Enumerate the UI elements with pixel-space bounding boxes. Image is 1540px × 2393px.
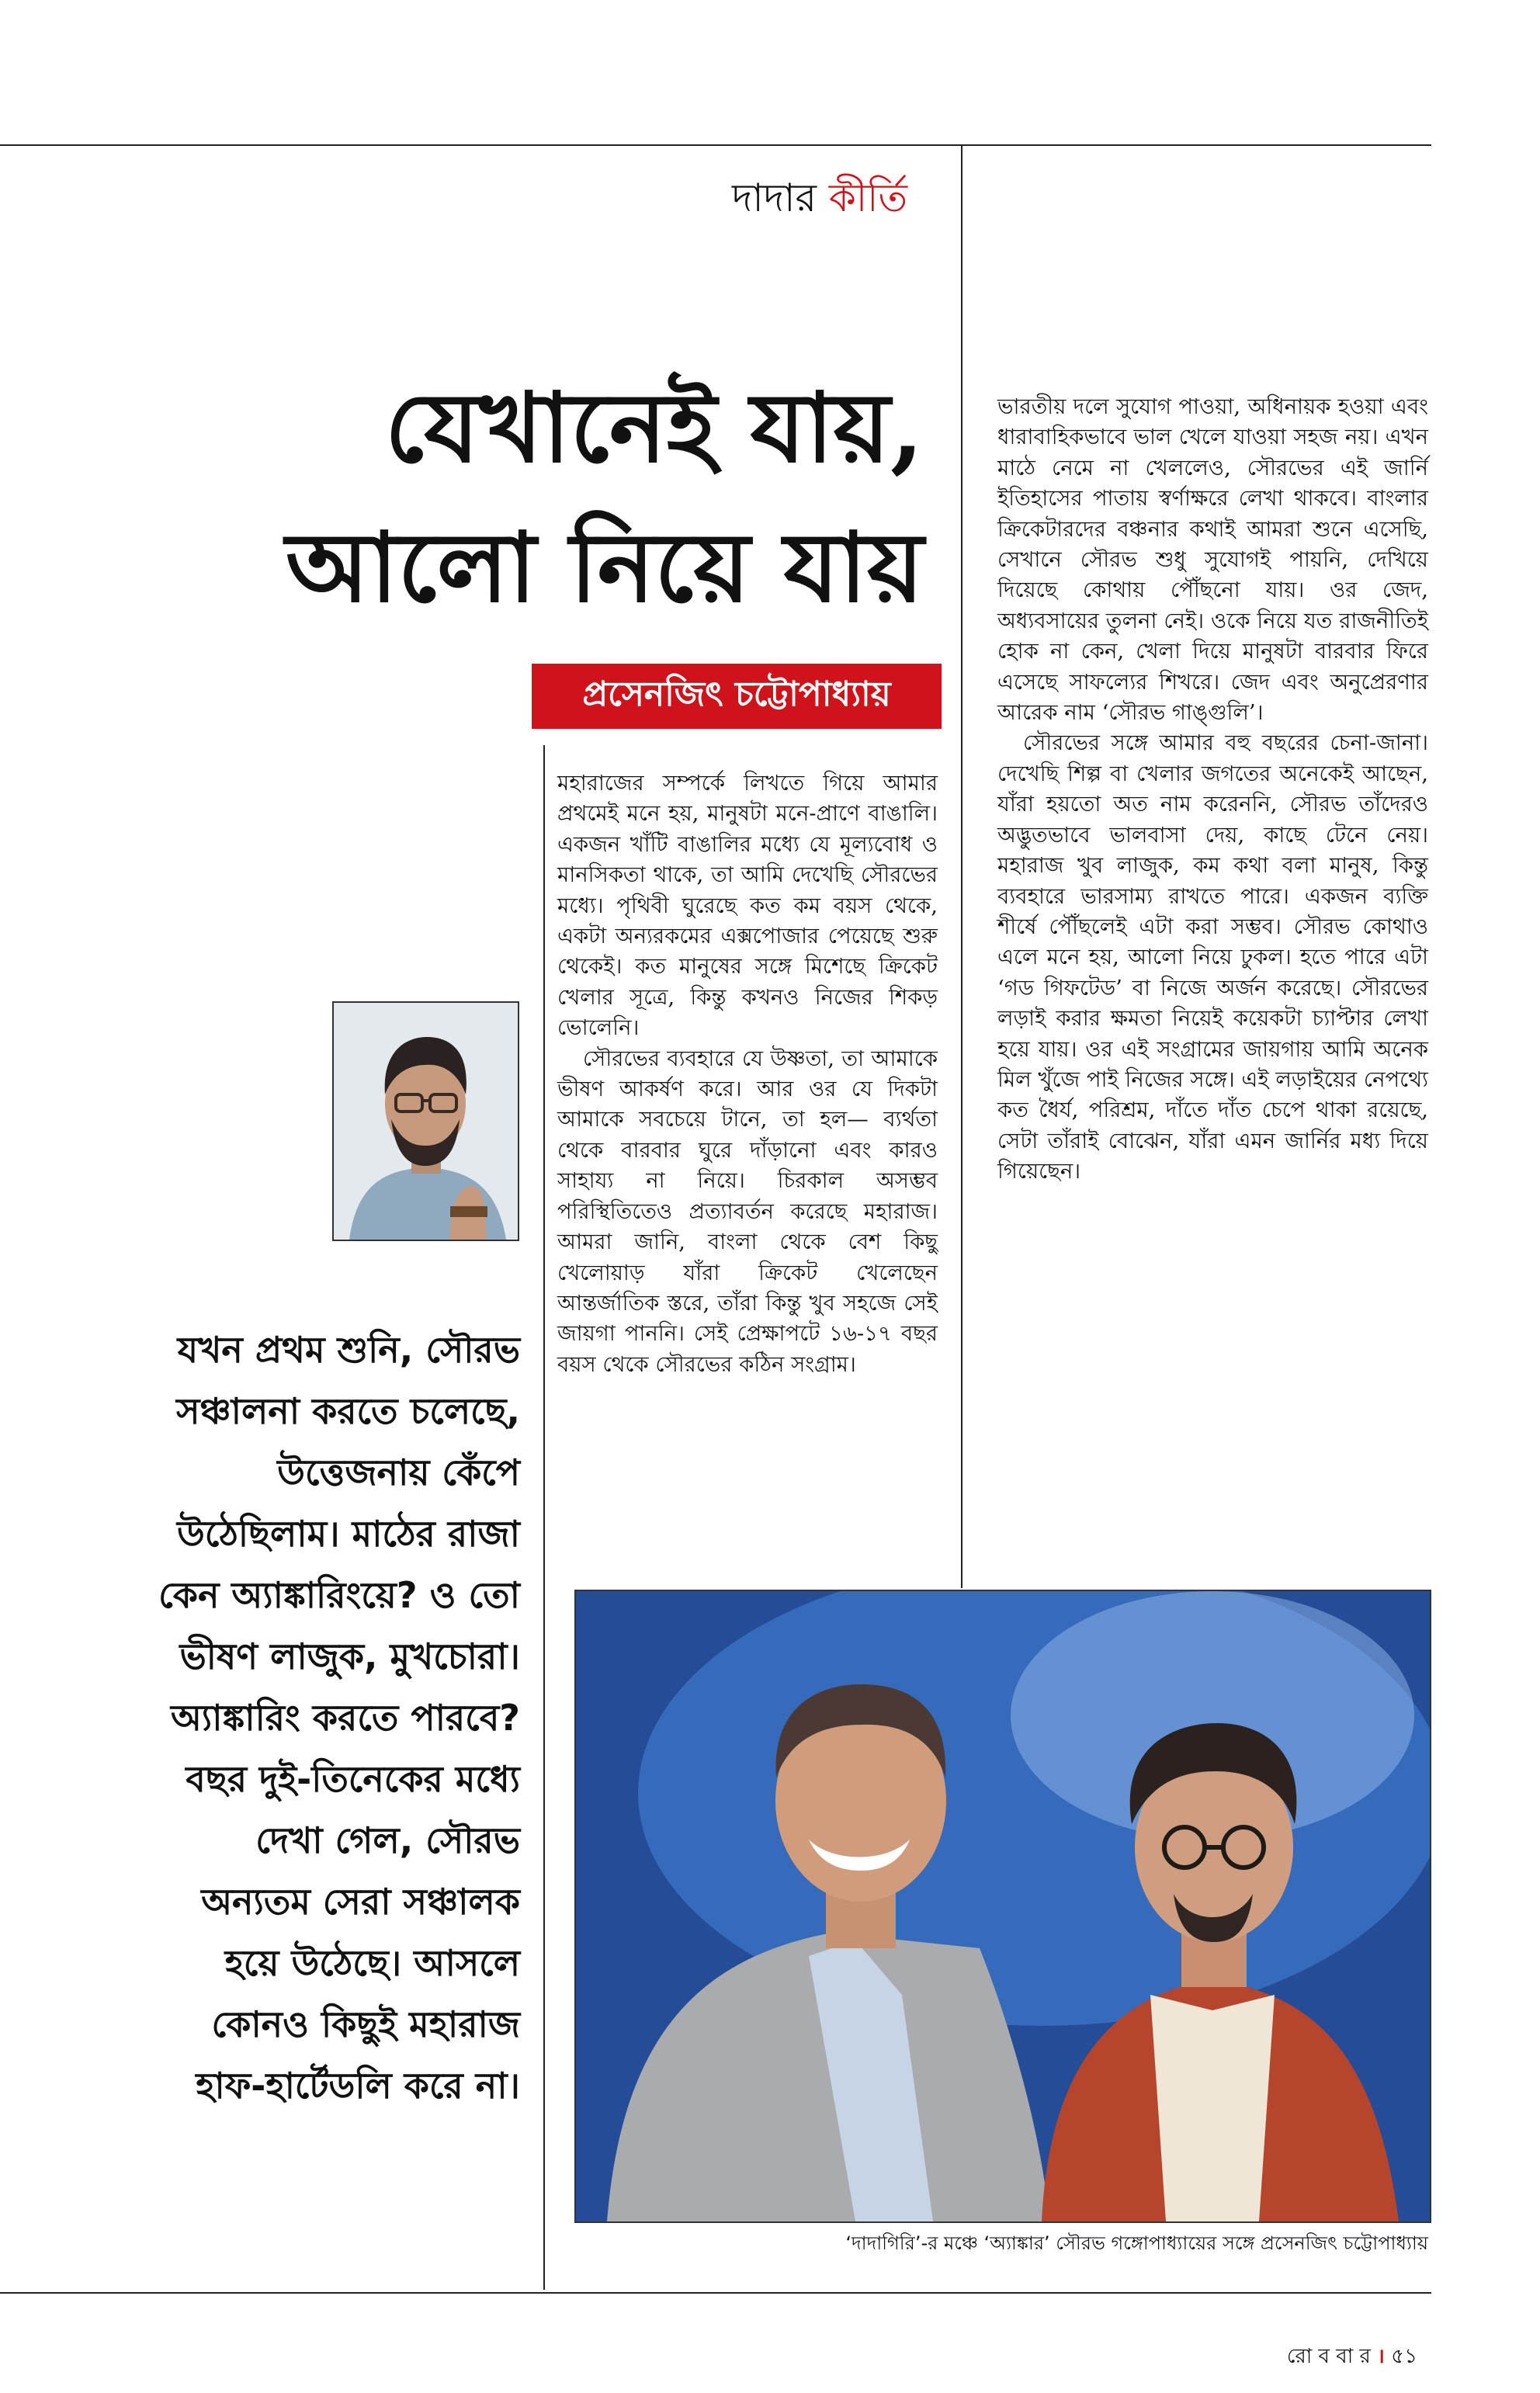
pull-quote-line: হাফ-হার্টেডলি করে না। [196, 2065, 520, 2107]
paragraph: মহারাজের সম্পর্কে লিখতে গিয়ে আমার প্রথমেই মনে হয়, মানুষটা মনে-প্রাণে বাঙালি। একজন খাঁটি বাঙালির মধ্যে যে মূল্যবোধ ও মানসিকতা থাকে, তা আমি দেখেছি সৌরভের মধ্যে। পৃথিবী ঘুরেছে কত কম বয়স থেকে, একটা অন্যরকমের এক্সপোজার পেয়েছে শুরু থেকেই। কত মানুষের সঙ্গে মিশেছে ক্রিকেট খেলার সূত্রে, কিন্তু কখনও নিজের শিকড় ভোলেনি। [557, 771, 938, 1041]
pull-quote-line: অ্যাঙ্কারিং করতে পারবে? [170, 1697, 520, 1739]
headline-line-1: যেখানেই যায়, [384, 372, 924, 484]
article-column-middle [557, 768, 938, 1380]
paragraph: সৌরভের সঙ্গে আমার বহু বছরের চেনা-জানা। দেখেছি শিল্প বা খেলার জগতের অনেকেই আছেন, যাঁরা হয়তো অত নাম করেননি, সৌরভ তাঁদেরও অদ্ভুতভাবে ভালবাসা দেয়, কাছে টেনে নেয়। মহারাজ খুব লাজুক, কম কথা বলা মানুষ, কিন্তু ব্যবহারে ভারসাম্য রাখতে পারে। একজন ব্যক্তি শীর্ষে পৌঁছলেই এটা করা সম্ভব। সৌরভ কোথাও এলে মনে হয়, আলো নিয়ে ঢুকল। হতে পারে এটা ‘গড গিফটেড’ বা নিজে অর্জন করেছে। সৌরভের লড়াই করার ক্ষমতা নিয়েই কয়েকটা চ্যাপ্টার লেখা হয়ে যায়। ওর এই সংগ্রামের জায়গায় আমি অনেক মিল খুঁজে পাই নিজের সঙ্গে। এই লড়াইয়ের নেপথ্যে কত ধৈর্য, পরিশ্রম, দাঁতে দাঁত চেপে থাকা রয়েছে, সেটা তাঁরাই বোঝেন, যাঁরা এমন জার্নির মধ্য দিয়ে গিয়েছেন। [997, 730, 1428, 1184]
main-photo [574, 1590, 1431, 2223]
pull-quote-line: উত্তেজনায় কেঁপে [277, 1451, 520, 1493]
section-label [732, 169, 907, 234]
main-photo-image [576, 1591, 1430, 2221]
photo-caption: ‘দাদাগিরি’-র মঞ্চে ‘অ্যাঙ্কার’ সৌরভ গঙ্গোপাধ্যায়ের সঙ্গে প্রসেনজিৎ চট্টোপাধ্যায় [845, 2232, 1428, 2254]
pull-quote-line: কেন অ্যাঙ্কারিংয়ে? ও তো [158, 1574, 520, 1616]
headline [132, 359, 924, 638]
pull-quote-line: অন্যতম সেরা সঞ্চালক [201, 1881, 520, 1923]
left-vertical-rule [543, 745, 545, 2290]
paragraph: সৌরভের ব্যবহারে যে উষ্ণতা, তা আমাকে ভীষণ আকর্ষণ করে। আর ওর যে দিকটা আমাকে সবচেয়ে টানে, তা হল— ব্যর্থতা থেকে বারবার ঘুরে দাঁড়ানো এবং কারও সাহায্য না নিয়ে। চিরকাল অসম্ভব পরিস্থিতিতেও প্রত্যাবর্তন করেছে মহারাজ। আমরা জানি, বাংলা থেকে বেশ কিছু খেলোয়াড় যাঁরা ক্রিকেট খেলেছেন আন্তর্জাতিক স্তরে, তাঁরা কিন্তু খুব সহজে সেই জায়গা পাননি। সেই প্রেক্ষাপটে ১৬-১৭ বছর বয়স থেকে সৌরভের কঠিন সংগ্রাম। [557, 1046, 938, 1377]
paragraph: ভারতীয় দলে সুযোগ পাওয়া, অধিনায়ক হওয়া এবং ধারাবাহিকভাবে ভাল খেলে যাওয়া সহজ নয়। এখন মাঠে নেমে না খেললেও, সৌরভের এই জার্নি ইতিহাসের পাতায় স্বর্ণাক্ষরে লেখা থাকবে। বাংলার ক্রিকেটারদের বঞ্চনার কথাই আমরা শুনে এসেছি, সেখানে সৌরভ শুধু সুযোগই পায়নি, দেখিয়ে দিয়েছে কোথায় পৌঁছনো যায়। ওর জেদ, অধ্যবসায়ের তুলনা নেই। ওকে নিয়ে যত রাজনীতিই হোক না কেন, খেলা দিয়ে মানুষটা বারবার ফিরে এসেছে সাফল্যের শিখরে। জেদ এবং অনুপ্রেরণার আরেক নাম ‘সৌরভ গাঙ্গুলি’। [997, 394, 1428, 726]
section-label-prefix: দাদার [731, 175, 817, 220]
column-divider-rule [961, 144, 962, 1588]
page-number: ৫১ [1391, 2345, 1417, 2368]
pull-quote-line: দেখা গেল, সৌরভ [255, 1819, 520, 1861]
section-label-accent: কীর্তি [828, 175, 907, 220]
author-portrait-image [334, 1003, 518, 1240]
page-folio [1287, 2340, 1417, 2374]
magazine-name: রো ব বা র [1286, 2345, 1371, 2368]
bottom-rule [0, 2292, 1431, 2294]
byline-author: প্রসেনজিৎ চট্টোপাধ্যায় [582, 674, 891, 714]
pull-quote-line: যখন প্রথম শুনি, সৌরভ [177, 1329, 520, 1371]
headline-line-2: আলো নিয়ে যায় [286, 512, 924, 624]
pull-quote-line: বছর দুই-তিনেকের মধ্যে [186, 1758, 520, 1800]
author-photo [332, 1001, 519, 1241]
top-rule [0, 144, 1431, 146]
pull-quote-line: কোনও কিছুই মহারাজ [211, 2003, 520, 2045]
pull-quote-line: উঠেছিলাম। মাঠের রাজা [177, 1513, 520, 1555]
folio-separator: । [1377, 2345, 1385, 2368]
article-column-right [997, 392, 1428, 1188]
pull-quote [101, 1320, 520, 2117]
pull-quote-line: সঞ্চালনা করতে চলেছে, [176, 1390, 520, 1432]
byline-box [532, 664, 942, 729]
pull-quote-line: ভীষণ লাজুক, মুখচোরা। [179, 1635, 520, 1677]
pull-quote-line: হয়ে উঠেছে। আসলে [224, 1942, 520, 1984]
